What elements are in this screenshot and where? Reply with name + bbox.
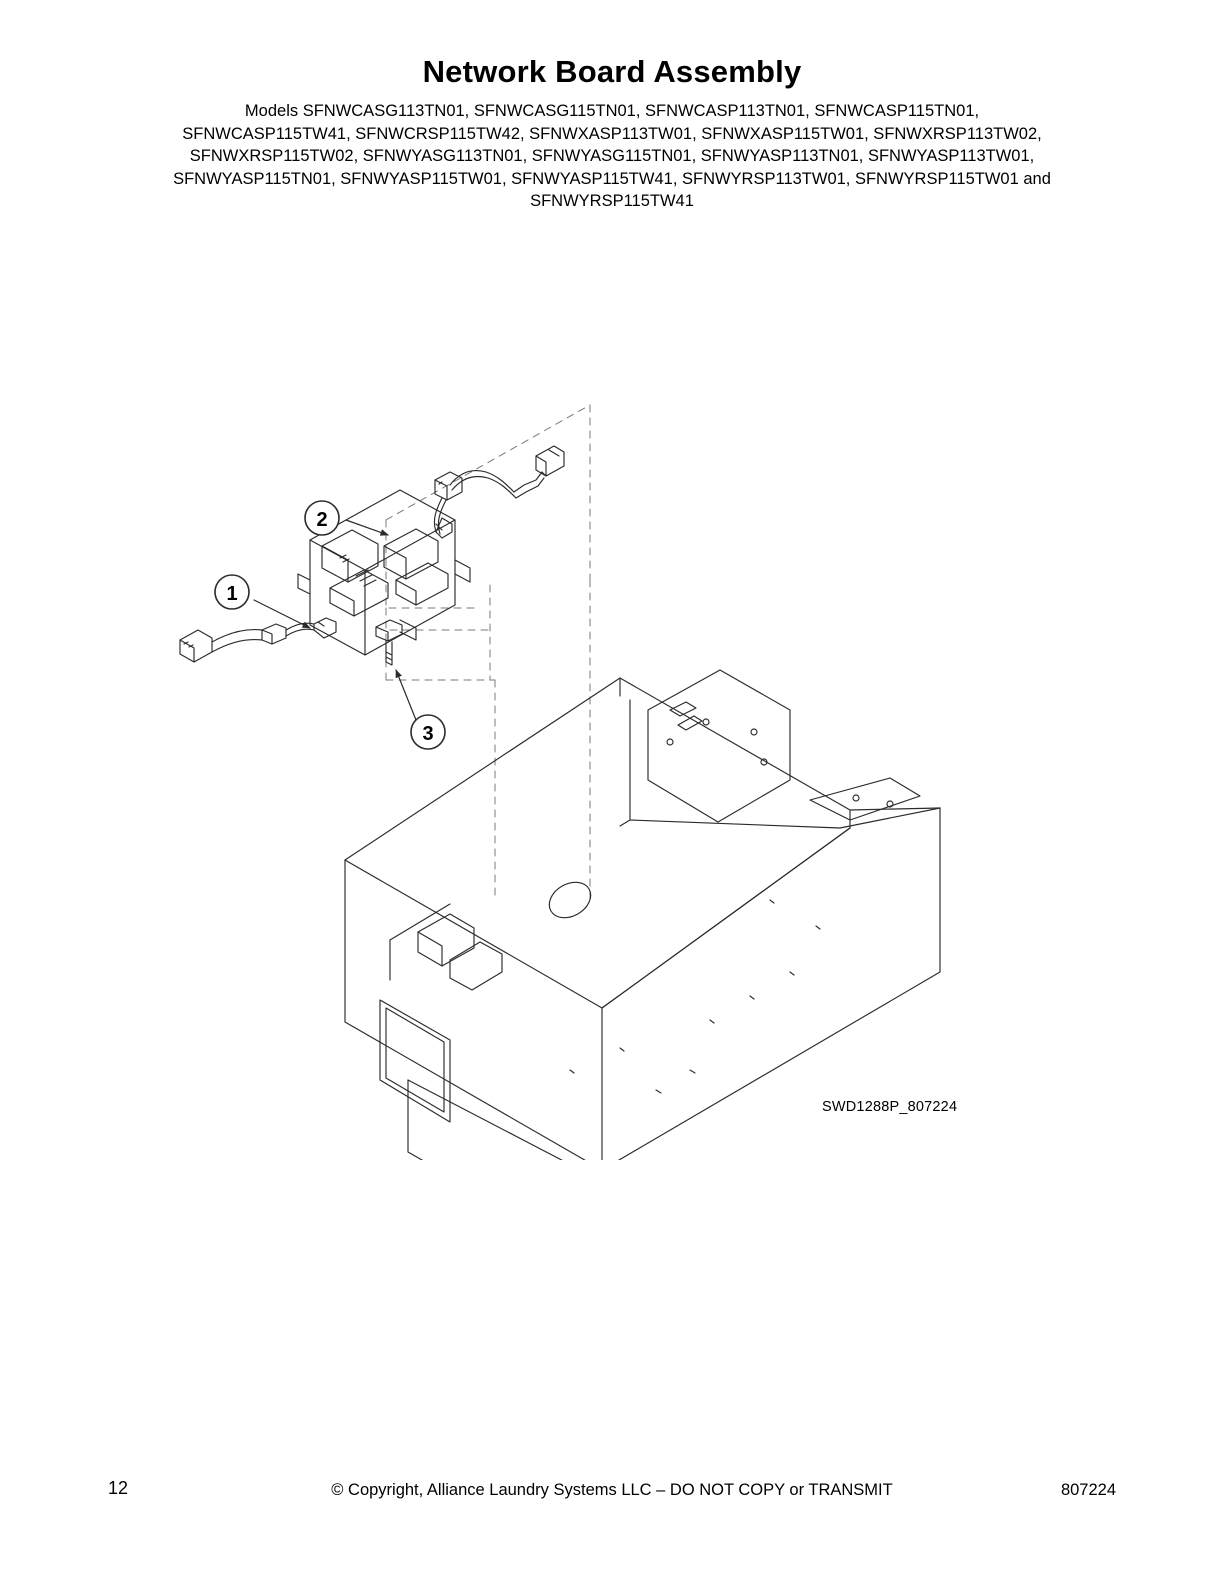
exploded-parts-diagram [150, 380, 1100, 1160]
callout-label-1: 1 [226, 583, 238, 605]
page-title: Network Board Assembly [422, 54, 802, 89]
footer-page-number: 12 [108, 1478, 129, 1498]
leader-lines [254, 520, 424, 740]
footer-part-number: 807224 [1060, 1481, 1116, 1499]
diagram-svg [150, 380, 1100, 1160]
callout-label-2: 2 [316, 509, 328, 531]
footer-copyright: © Copyright, Alliance Laundry Systems LLC – DO NOT COPY or TRANSMIT [331, 1481, 893, 1499]
part-wire-harness [180, 618, 336, 662]
part-network-board [298, 446, 564, 655]
part-screw [376, 620, 402, 665]
assembly-guideline [386, 405, 590, 900]
callout-label-3: 3 [422, 723, 434, 745]
drawing-code: SWD1288P_807224 [822, 1099, 958, 1115]
models-list: Models SFNWCASG113TN01, SFNWCASG115TN01, SFNWCASP113TN01, SFNWCASP115TN01, SFNWCASP115TW41, SFNWCRSP115TW42, SFNWXASP113TW01, SFNWXASP115TW01, SFNWXRSP113TW02, SFNWXRSP115TW02, SFNWYASG113TN01, SFNWYASG115TN01, SFNWYASP113TN01, SFNWYASP113TW01, SFNWYASP115TN01, SFNWYASP115TW01, SFNWYASP115TW41, SFNWYRSP113TW01, SFNWYRSP115TW01 and SFNWYRSP115TW41 [173, 102, 1051, 210]
